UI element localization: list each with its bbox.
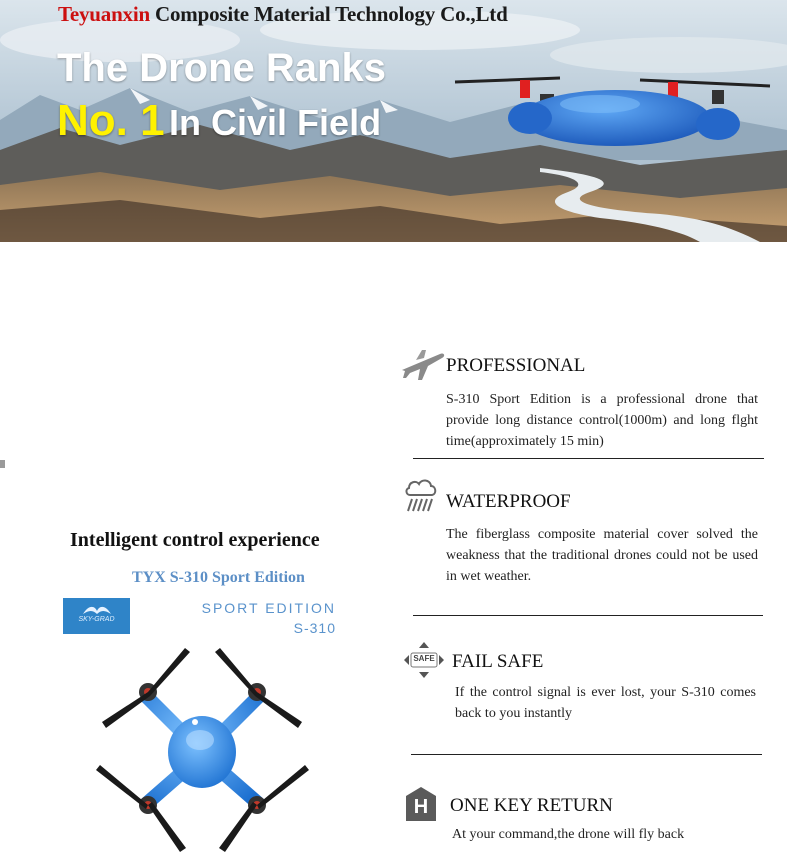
brand-logo (63, 598, 130, 634)
company-name (58, 2, 508, 27)
sport-edition-label: SPORT EDITION (201, 600, 336, 616)
headline-rest: In Civil Field (169, 102, 382, 143)
home-icon-letter: H (413, 796, 429, 818)
safe-icon-label: SAFE (413, 654, 435, 663)
safe-arrows-icon (403, 641, 445, 679)
rain-cloud-icon (404, 477, 438, 515)
feature-title-return: ONE KEY RETURN (450, 795, 613, 816)
feature-title-failsafe: FAIL SAFE (452, 651, 544, 672)
feature-title-waterproof: WATERPROOF (446, 491, 571, 512)
feature-title-professional: PROFESSIONAL (446, 355, 586, 376)
feature-desc-waterproof: The fiberglass composite material cover solved the weakness that the traditional drones could not be used in wet weather. (446, 527, 758, 584)
headline-no1: No. 1 (57, 96, 165, 145)
home-h-icon (405, 786, 437, 822)
feature-desc-professional: S-310 Sport Edition is a professional drone that provide long distance control(1000m) and long flght time(approximately 15 min) (446, 392, 758, 449)
model-label: S-310 (293, 620, 336, 636)
headline-line2 (57, 96, 381, 146)
divider (411, 754, 762, 755)
brand-logo-text: SKY-GRAD (78, 616, 115, 623)
product-drone-image (90, 640, 315, 861)
airplane-icon (400, 344, 446, 384)
product-edition: TYX S-310 Sport Edition (132, 569, 305, 586)
headline-line1: The Drone Ranks (57, 46, 386, 90)
company-rest: Composite Material Technology Co.,Ltd (155, 2, 508, 26)
hero-banner (0, 0, 787, 242)
product-heading: Intelligent control experience (70, 529, 320, 551)
edge-marker (0, 460, 5, 468)
divider (413, 615, 763, 616)
feature-desc-failsafe: If the control signal is ever lost, your S-310 comes back to you instantly (455, 685, 756, 721)
feature-desc-return: At your command,the drone will fly back (452, 827, 685, 842)
company-brand: Teyuanxin (58, 2, 150, 26)
divider (413, 458, 764, 459)
